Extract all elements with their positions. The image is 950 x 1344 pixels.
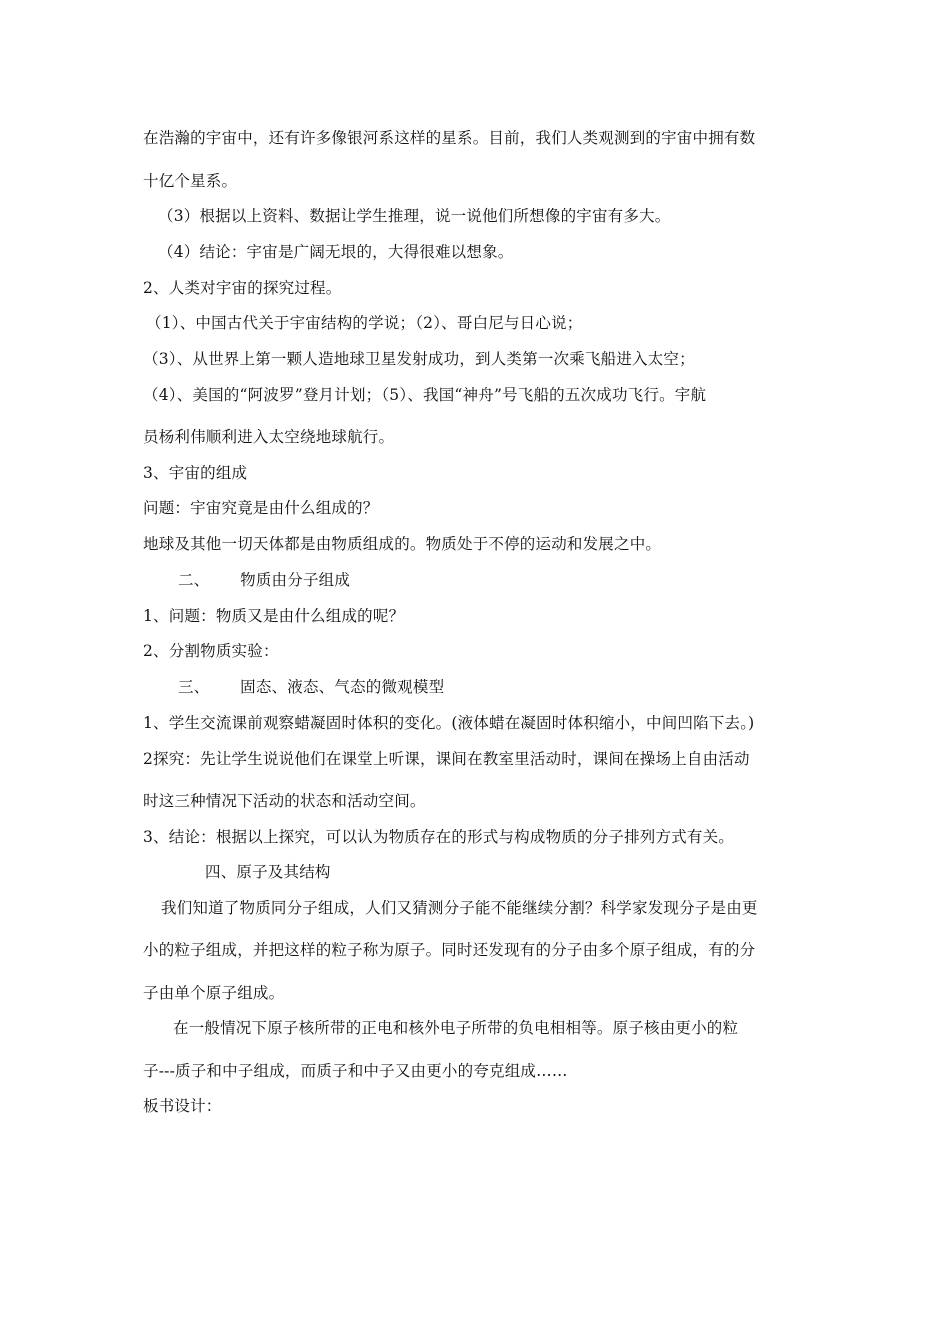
text-line: 在浩瀚的宇宙中，还有许多像银河系这样的星系。目前，我们人类观测到的宇宙中拥有数: [143, 129, 756, 147]
text-line: 十亿个星系。: [143, 172, 238, 190]
section-heading: 二、 物质由分子组成: [178, 571, 351, 589]
text-line: 板书设计：: [143, 1097, 222, 1115]
text-line: 地球及其他一切天体都是由物质组成的。物质处于不停的运动和发展之中。: [143, 535, 662, 553]
text-line: 2、人类对宇宙的探究过程。: [143, 279, 342, 297]
text-line: （3）根据以上资料、数据让学生推理，说一说他们所想像的宇宙有多大。: [158, 207, 671, 225]
text-line: 问题：宇宙究竟是由什么组成的？: [143, 499, 379, 517]
text-line: 2、分割物质实验：: [143, 642, 279, 660]
section-heading: 四、原子及其结构: [205, 863, 331, 881]
text-line: 3、结论：根据以上探究，可以认为物质存在的形式与构成物质的分子排列方式有关。: [143, 828, 734, 846]
text-line: 时这三种情况下活动的状态和活动空间。: [143, 792, 426, 810]
text-line: 2探究：先让学生说说他们在课堂上听课，课间在教室里活动时，课间在操场上自由活动: [143, 750, 750, 768]
text-line: 1、学生交流课前观察蜡凝固时体积的变化。(液体蜡在凝固时体积缩小，中间凹陷下去。): [143, 714, 755, 732]
text-line: （1）、中国古代关于宇宙结构的学说；（2）、哥白尼与日心说；: [146, 314, 583, 332]
text-line: 我们知道了物质同分子组成，人们又猜测分子能不能继续分割？科学家发现分子是由更: [161, 899, 758, 917]
text-line: 员杨利伟顺利进入太空绕地球航行。: [143, 428, 395, 446]
text-line: 在一般情况下原子核所带的正电和核外电子所带的负电相相等。原子核由更小的粒: [173, 1019, 739, 1037]
section-heading: 三、 固态、液态、气态的微观模型: [178, 678, 445, 696]
section-heading: 3、宇宙的组成: [143, 464, 248, 482]
text-line: 子---质子和中子组成，而质子和中子又由更小的夸克组成……: [143, 1062, 568, 1080]
text-line: 子由单个原子组成。: [143, 984, 285, 1002]
text-line: （4）结论：宇宙是广阔无垠的，大得很难以想象。: [158, 243, 514, 261]
text-line: （3）、从世界上第一颗人造地球卫星发射成功，到人类第一次乘飞船进入太空；: [143, 350, 695, 368]
text-line: 1、问题：物质又是由什么组成的呢？: [143, 607, 405, 625]
text-line: 小的粒子组成，并把这样的粒子称为原子。同时还发现有的分子由多个原子组成，有的分: [143, 941, 756, 959]
text-line: （4）、美国的“阿波罗”登月计划；（5）、我国“神舟”号飞船的五次成功飞行。宇航: [143, 386, 707, 404]
